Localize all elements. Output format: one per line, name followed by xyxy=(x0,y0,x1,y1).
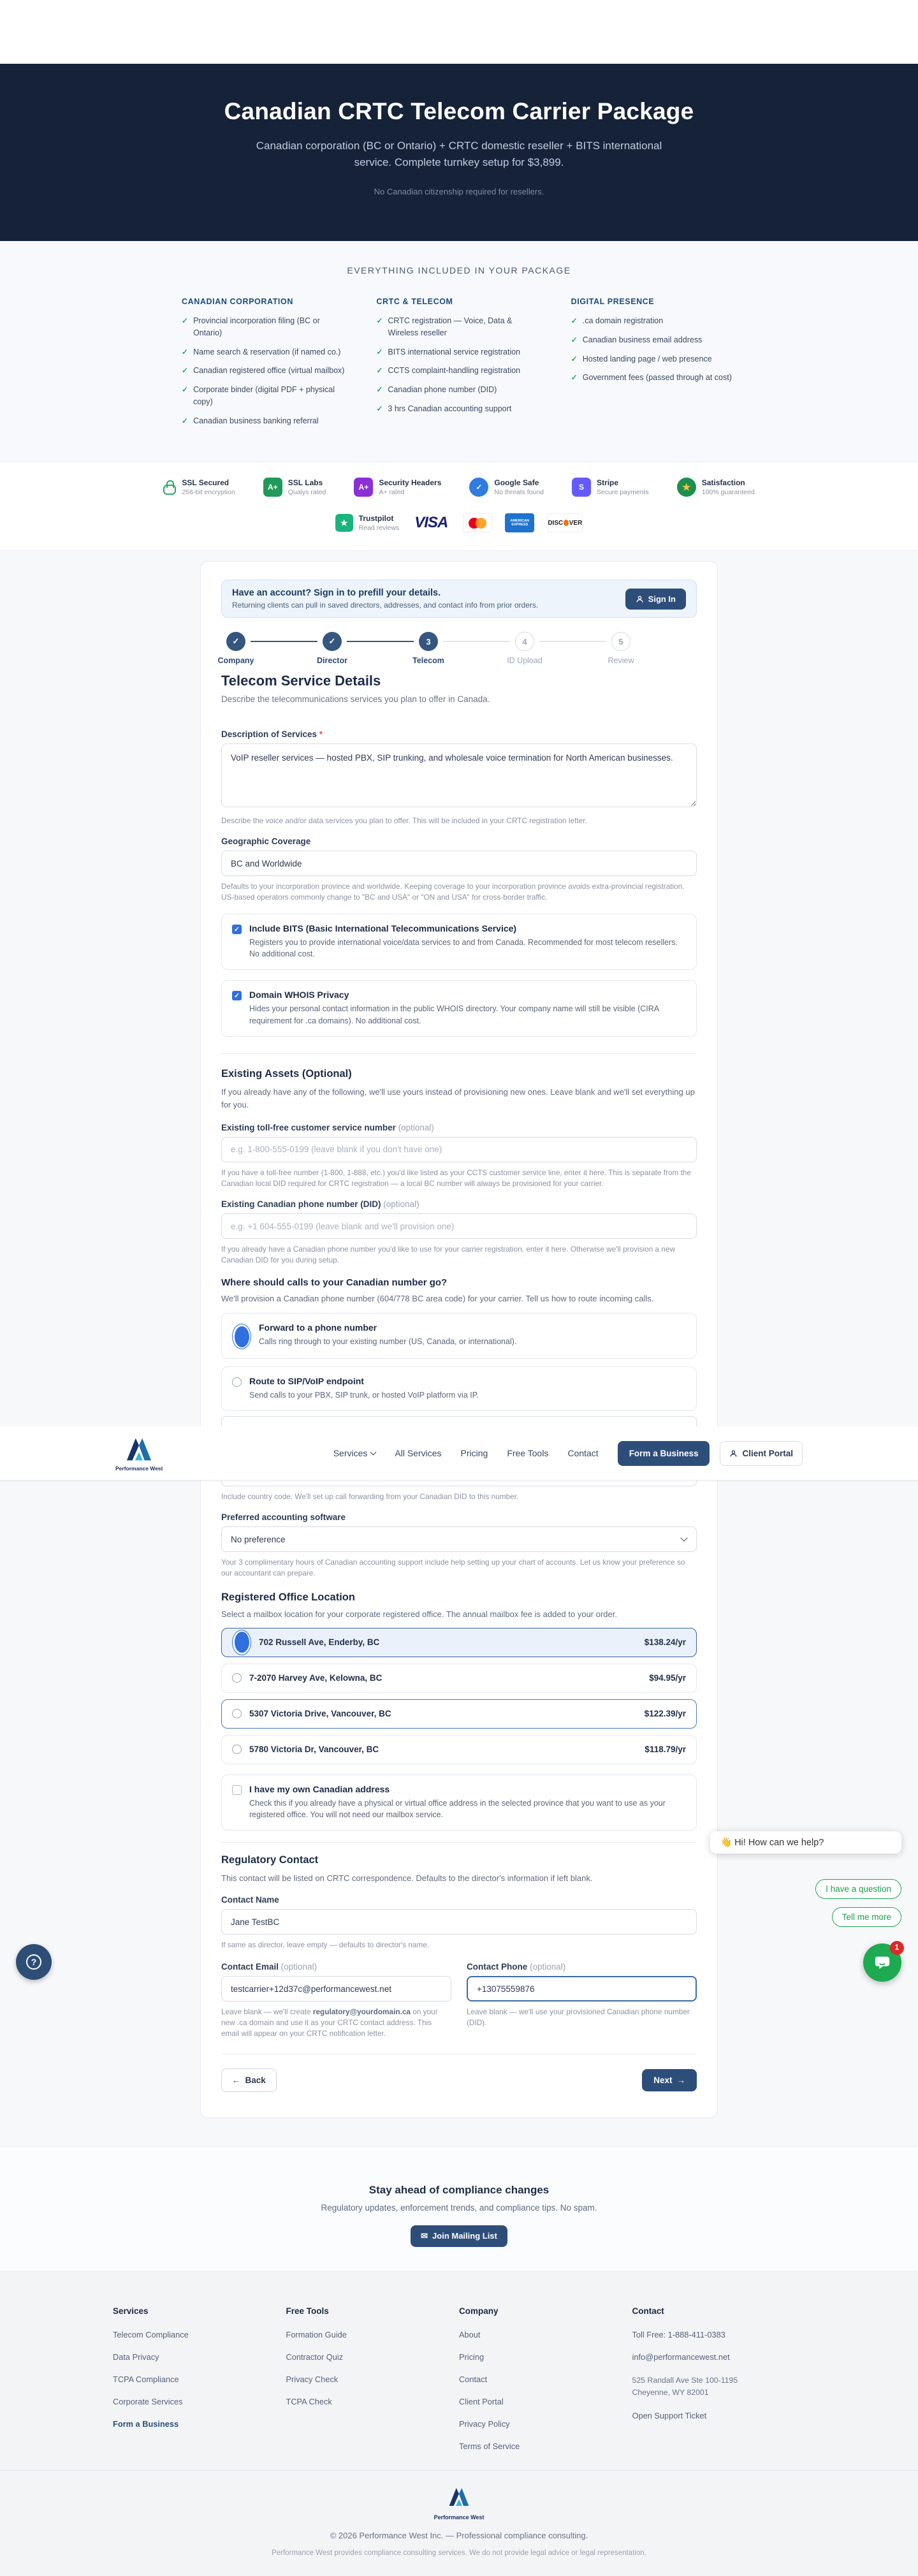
list-item: ✓ CCTS complaint-handling registration xyxy=(376,365,541,377)
description-label: Description of Services * xyxy=(221,729,323,740)
badge-trustpilot[interactable]: ★ Trustpilot Read reviews xyxy=(335,514,400,532)
office-price: $138.24/yr xyxy=(644,1637,686,1647)
section-title-telecom: Telecom Service Details xyxy=(221,673,381,689)
chat-quick-question-button[interactable]: I have a question xyxy=(815,1879,901,1899)
list-item: ✓ Government fees (passed through at cost) xyxy=(571,372,736,384)
footer-link[interactable]: TCPA Check xyxy=(286,2396,332,2406)
footer-link[interactable]: Pricing xyxy=(459,2352,484,2362)
tollfree-label: Existing toll-free customer service number (optional) xyxy=(221,1122,434,1132)
footer-link[interactable]: Privacy Policy xyxy=(459,2419,510,2429)
required-asterisk: * xyxy=(319,729,323,740)
stepper-connector xyxy=(539,641,606,642)
question-mark-icon: ? xyxy=(26,1954,41,1970)
footer-address: 525 Randall Ave Ste 100-1195 Cheyenne, WY 82001 xyxy=(632,2375,738,2397)
contact-email-label: Contact Email (optional) xyxy=(221,1962,317,1972)
badge-google-safe: ✓ Google Safe No threats found xyxy=(469,478,544,497)
footer-link[interactable]: Corporate Services xyxy=(113,2396,183,2406)
contact-name-label: Contact Name xyxy=(221,1895,279,1905)
performance-west-logo-icon xyxy=(122,1435,156,1464)
nav-contact[interactable]: Contact xyxy=(567,1448,599,1458)
google-safe-icon: ✓ xyxy=(469,478,488,497)
chat-widget xyxy=(710,1831,901,1982)
existing-assets-heading: Existing Assets (Optional) xyxy=(221,1067,352,1079)
description-helper: Describe the voice and/or data services you plan to offer. This will be included in your CRTC registration letter. xyxy=(221,816,587,826)
included-heading: EVERYTHING INCLUDED IN YOUR PACKAGE xyxy=(347,265,571,275)
list-item: ✓ Canadian registered office (virtual mailbox) xyxy=(182,365,347,377)
check-icon: ✓ xyxy=(571,335,578,344)
regulatory-intro: This contact will be listed on CRTC correspondence. Defaults to the director's information if left blank. xyxy=(221,1873,593,1883)
check-icon: ✓ xyxy=(376,385,383,394)
footer-tools-column: Free Tools Formation Guide Contractor Quiz Privacy Check TCPA Check xyxy=(286,2306,460,2464)
security-headers-icon: A+ xyxy=(354,478,373,497)
footer-link[interactable]: Terms of Service xyxy=(459,2441,520,2451)
form-a-business-button[interactable]: Form a Business xyxy=(618,1441,710,1466)
accounting-label: Preferred accounting software xyxy=(221,1512,346,1523)
check-icon: ✓ xyxy=(182,316,189,325)
footer-link[interactable]: Contact xyxy=(459,2374,488,2384)
list-item: ✓ CRTC registration — Voice, Data & Wireless reseller xyxy=(376,315,541,339)
satisfaction-star-icon: ★ xyxy=(677,478,696,497)
routing-option-sip[interactable]: Route to SIP/VoIP endpoint Send calls to your PBX, SIP trunk, or hosted VoIP platform via IP. xyxy=(221,1366,697,1411)
step-director[interactable]: ✓ Director xyxy=(317,632,347,651)
services-description-textarea[interactable] xyxy=(221,743,697,807)
check-icon: ✓ xyxy=(182,347,189,356)
stepper-connector xyxy=(443,641,510,642)
list-item: ✓ .ca domain registration xyxy=(571,315,736,327)
step-check-icon: ✓ xyxy=(323,632,342,651)
lock-icon xyxy=(163,485,176,495)
chat-launcher-button[interactable] xyxy=(863,1943,901,1982)
page-title: Canadian CRTC Telecom Carrier Package xyxy=(224,98,694,124)
ssl-labs-icon: A+ xyxy=(263,478,282,497)
office-intro: Select a mailbox location for your corporate registered office. The annual mailbox fee is added to your order. xyxy=(221,1609,617,1620)
chat-bubble-icon xyxy=(873,1954,891,1972)
page-footer xyxy=(0,2271,918,2576)
coverage-input[interactable] xyxy=(221,851,697,876)
included-column-digital xyxy=(571,297,736,434)
contact-name-input[interactable] xyxy=(221,1909,697,1935)
back-button[interactable]: ← Back xyxy=(221,2068,277,2092)
forwarding-helper: Include country code. We'll set up call forwarding from your Canadian DID to this number. xyxy=(221,1492,519,1502)
newsletter-heading: Stay ahead of compliance changes xyxy=(368,2183,550,2196)
footer-company-column: Company About Pricing Contact Client Portal Privacy Policy Terms of Service xyxy=(459,2306,632,2464)
existing-assets-intro: If you already have any of the following, we'll use yours instead of provisioning new ones. Leave blank and we'll set everything up for you. xyxy=(221,1087,695,1109)
footer-link[interactable]: About xyxy=(459,2329,481,2339)
list-item: ✓ Corporate binder (digital PDF + physical copy) xyxy=(182,384,347,408)
step-company[interactable]: ✓ Company xyxy=(221,632,251,651)
check-icon: ✓ xyxy=(182,385,189,394)
checkbox-checked-icon[interactable]: ✓ xyxy=(232,925,242,934)
tollfree-helper: If you have a toll-free number (1-800, 1-888, etc.) you'd like listed as your CCTS customer service line, enter it here. This is separate from the Canadian local DID required for CRTC registration — a local BC number will always be provisioned for your carrier. xyxy=(221,1167,692,1188)
signin-title: Have an account? Sign in to prefill your details. xyxy=(232,588,441,599)
wizard-stepper xyxy=(217,632,636,666)
step-check-icon: ✓ xyxy=(226,632,245,651)
footer-link[interactable]: TCPA Compliance xyxy=(113,2374,179,2384)
join-mailing-list-button[interactable]: ✉ Join Mailing List xyxy=(411,2225,507,2247)
whois-option-card[interactable] xyxy=(221,980,697,1037)
contact-email-input[interactable] xyxy=(221,1976,451,2002)
office-option-victoria-drive[interactable]: 5307 Victoria Drive, Vancouver, BC $122.39/yr xyxy=(221,1699,697,1729)
list-item: ✓ Canadian business email address xyxy=(571,334,736,346)
checkbox-unchecked-icon[interactable] xyxy=(232,1785,242,1795)
discover-logo: DISC VER xyxy=(547,513,583,532)
footer-link[interactable]: Contractor Quiz xyxy=(286,2352,344,2362)
package-included-section xyxy=(0,241,918,462)
step-review[interactable]: 5 Review xyxy=(606,632,636,651)
list-item: ✓ 3 hrs Canadian accounting support xyxy=(376,403,541,415)
whois-description: Hides your personal contact information in the public WHOIS directory. Your company name will still be visible (CIRA requirement for .ca domains). No additional cost. xyxy=(249,1004,659,1025)
footer-link[interactable]: Formation Guide xyxy=(286,2329,347,2339)
site-navbar xyxy=(0,1426,918,1481)
contact-phone-input[interactable] xyxy=(467,1976,697,2002)
own-address-card[interactable]: I have my own Canadian address Check this if you already have a physical or virtual office address in the selected province that you want to use as your registered office. You will not need our mailbox service. xyxy=(221,1775,697,1831)
performance-west-logo-icon xyxy=(446,2485,472,2509)
column-title: DIGITAL PRESENCE xyxy=(571,297,655,306)
list-item: ✓ Hosted landing page / web presence xyxy=(571,353,736,365)
trustpilot-star-icon: ★ xyxy=(335,514,353,532)
step-telecom[interactable]: 3 Telecom xyxy=(414,632,443,651)
check-icon: ✓ xyxy=(376,347,383,356)
contact-phone-label: Contact Phone (optional) xyxy=(467,1962,566,1972)
office-option-enderby[interactable]: 702 Russell Ave, Enderby, BC $138.24/yr xyxy=(221,1628,697,1657)
top-margin xyxy=(0,0,918,64)
check-icon: ✓ xyxy=(571,373,578,383)
footer-link[interactable]: Privacy Check xyxy=(286,2374,339,2384)
coverage-helper: Defaults to your incorporation province and worldwide. Keeping coverage to your incorporation province avoids extra-provincial registration. US-based operators commonly change to "BC and USA" or "ON and USA" for cross-border traffic. xyxy=(221,882,685,902)
step-number: 5 xyxy=(611,632,630,651)
stripe-icon: S xyxy=(572,478,591,497)
signin-subtitle: Returning clients can pull in saved directors, addresses, and contact info from prior orders. xyxy=(232,601,539,610)
hero-note: No Canadian citizenship required for resellers. xyxy=(374,186,544,196)
sign-in-button[interactable]: Sign In xyxy=(625,589,686,610)
footer-link[interactable]: Telecom Compliance xyxy=(113,2329,189,2339)
step-number: 4 xyxy=(515,632,534,651)
footer-contact-column: Contact Toll Free: 1-888-411-0383 info@performancewest.net 525 Randall Ave Ste 100-1195 Cheyenne, WY 82001 Open Support Ticket xyxy=(632,2306,806,2464)
did-label: Existing Canadian phone number (DID) (optional) xyxy=(221,1199,419,1209)
badge-ssl-secured: SSL Secured 256-bit encryption xyxy=(163,478,235,496)
accounting-helper: Your 3 complimentary hours of Canadian accounting support include help setting up your chart of accounts. Let us know your preference so our accountant can prepare. xyxy=(221,1558,685,1578)
visa-logo: VISA xyxy=(414,514,448,532)
radio-selected-icon[interactable] xyxy=(232,1324,251,1349)
newsletter-section xyxy=(0,2146,918,2271)
did-input[interactable] xyxy=(221,1213,697,1239)
chat-tell-me-more-button[interactable]: Tell me more xyxy=(832,1907,901,1927)
copyright: © 2026 Performance West Inc. — Professional compliance consulting. xyxy=(330,2530,588,2540)
step-number: 3 xyxy=(419,632,438,651)
section-subtitle: Describe the telecommunications services you plan to offer in Canada. xyxy=(221,694,490,705)
whois-label: Domain WHOIS Privacy xyxy=(249,990,349,1000)
next-button[interactable]: Next → xyxy=(642,2069,697,2091)
mastercard-orange-circle xyxy=(476,518,486,529)
hero-subtitle: Canadian corporation (BC or Ontario) + CRTC domestic reseller + BITS international service. Complete turnkey setup for $3,899. xyxy=(256,140,662,169)
footer-link[interactable]: Client Portal xyxy=(459,2396,504,2406)
badge-ssl-labs: A+ SSL Labs Qualys rated xyxy=(263,478,326,497)
list-item: ✓ Canadian phone number (DID) xyxy=(376,384,541,396)
footer-email[interactable]: info@performancewest.net xyxy=(632,2352,730,2362)
radio-icon xyxy=(232,1673,242,1683)
office-option-kelowna[interactable]: 7-2070 Harvey Ave, Kelowna, BC $94.95/yr xyxy=(221,1664,697,1693)
list-item: ✓ Provincial incorporation filing (BC or Ontario) xyxy=(182,315,347,339)
help-button[interactable] xyxy=(16,1944,52,1980)
trust-strip xyxy=(0,462,918,551)
contact-phone-helper: Leave blank — we'll use your provisioned Canadian phone number (DID). xyxy=(467,2007,690,2028)
nav-all-services[interactable]: All Services xyxy=(395,1448,442,1458)
accounting-software-select[interactable]: No preference xyxy=(221,1526,697,1552)
stepper-connector xyxy=(347,641,414,642)
badge-stripe: S Stripe Secure payments xyxy=(572,478,649,497)
did-helper: If you already have a Canadian phone number you'd like to use for your carrier registration, enter it here. Otherwise we'll provision a new Canadian DID for you during setup. xyxy=(221,1245,676,1265)
office-option-victoria-dr[interactable]: 5780 Victoria Dr, Vancouver, BC $118.79/yr xyxy=(221,1735,697,1764)
footer-link[interactable]: Data Privacy xyxy=(113,2352,159,2362)
check-icon: ✓ xyxy=(376,404,383,413)
office-price: $118.79/yr xyxy=(645,1745,686,1754)
bits-option-card[interactable] xyxy=(221,914,697,970)
included-column-telecom xyxy=(376,297,541,434)
check-icon: ✓ xyxy=(182,416,189,425)
footer-logo-text: Performance West xyxy=(433,2514,484,2521)
person-icon xyxy=(729,1449,738,1458)
check-icon: ✓ xyxy=(376,316,383,325)
regulatory-heading: Regulatory Contact xyxy=(221,1854,319,1866)
column-title: CRTC & TELECOM xyxy=(376,297,453,306)
coverage-label: Geographic Coverage xyxy=(221,837,311,847)
radio-icon xyxy=(232,1745,242,1754)
list-item: ✓ Canadian business banking referral xyxy=(182,415,347,427)
office-heading: Registered Office Location xyxy=(221,1592,355,1604)
list-item: ✓ Name search & reservation (if named co.) xyxy=(182,346,347,358)
contact-email-helper: Leave blank — we'll create regulatory@yourdomain.ca on your new .ca domain and use it as your CRTC contact address. This email will appear on your CRTC notification letter. xyxy=(221,2007,438,2038)
check-icon: ✓ xyxy=(571,316,578,325)
chat-unread-badge: 1 xyxy=(890,1941,904,1955)
step-id-upload[interactable]: 4 ID Upload xyxy=(510,632,539,651)
contact-name-helper: If same as director, leave empty — defaults to director's name. xyxy=(221,1940,430,1950)
divider xyxy=(221,1842,697,1843)
stepper-connector xyxy=(251,641,317,642)
hero-section xyxy=(0,64,918,241)
mastercard-logo xyxy=(463,513,492,532)
badge-security-headers: A+ Security Headers A+ rated xyxy=(354,478,441,497)
bits-description: Registers you to provide international voice/data services to and from Canada. Recommended for most telecom resellers. No additional cost. xyxy=(249,937,678,959)
nav-free-tools[interactable]: Free Tools xyxy=(507,1448,549,1458)
routing-heading: Where should calls to your Canadian number go? xyxy=(221,1277,448,1289)
footer-link-form-a-business[interactable]: Form a Business xyxy=(113,2419,179,2429)
client-portal-button[interactable]: Client Portal xyxy=(720,1441,803,1466)
office-price: $122.39/yr xyxy=(644,1709,686,1718)
bits-label: Include BITS (Basic International Telecommunications Service) xyxy=(249,923,517,933)
arrow-right-icon: → xyxy=(676,2075,685,2085)
nav-services-menu[interactable]: Services xyxy=(333,1448,376,1458)
amex-logo: AMERICAN EXPRESS xyxy=(505,513,534,532)
routing-intro: We'll provision a Canadian phone number (604/778 BC area code) for your carrier. Tell us how to route incoming calls. xyxy=(221,1294,654,1304)
badge-satisfaction: ★ Satisfaction 100% guaranteed xyxy=(677,478,755,497)
disclaimer: Performance West provides compliance consulting services. We do not provide legal advice or legal representation. xyxy=(272,2549,646,2557)
check-icon: ✓ xyxy=(182,366,189,376)
radio-icon xyxy=(232,1709,242,1718)
chat-greeting-bubble: 👋 Hi! How can we help? xyxy=(710,1831,901,1854)
footer-services-column: Services Telecom Compliance Data Privacy TCPA Compliance Corporate Services Form a Business xyxy=(113,2306,286,2464)
radio-selected-icon xyxy=(232,1630,251,1655)
divider xyxy=(221,1053,697,1054)
included-column-corporation xyxy=(182,297,347,434)
navbar-logo[interactable]: Performance West xyxy=(115,1435,163,1472)
checkbox-checked-icon[interactable]: ✓ xyxy=(232,991,242,1000)
column-title: CANADIAN CORPORATION xyxy=(182,297,293,306)
discover-dot-icon xyxy=(564,520,569,526)
footer-support-ticket-link[interactable]: Open Support Ticket xyxy=(632,2410,707,2420)
envelope-icon: ✉ xyxy=(421,2230,428,2241)
footer-tollfree[interactable]: Toll Free: 1-888-411-0383 xyxy=(632,2329,725,2339)
nav-pricing[interactable]: Pricing xyxy=(460,1448,488,1458)
newsletter-sub: Regulatory updates, enforcement trends, and compliance tips. No spam. xyxy=(321,2202,597,2213)
tollfree-input[interactable] xyxy=(221,1137,697,1162)
order-form-card xyxy=(200,561,718,2118)
chevron-down-icon xyxy=(370,1449,377,1456)
office-price: $94.95/yr xyxy=(649,1673,686,1683)
check-icon: ✓ xyxy=(571,354,578,363)
arrow-left-icon: ← xyxy=(232,2075,241,2085)
list-item: ✓ BITS international service registration xyxy=(376,346,541,358)
check-icon: ✓ xyxy=(376,366,383,376)
person-icon xyxy=(636,595,644,603)
radio-icon[interactable] xyxy=(232,1377,242,1387)
signin-banner xyxy=(221,580,697,618)
routing-option-forward[interactable]: Forward to a phone number Calls ring through to your existing number (US, Canada, or international). xyxy=(221,1313,697,1359)
